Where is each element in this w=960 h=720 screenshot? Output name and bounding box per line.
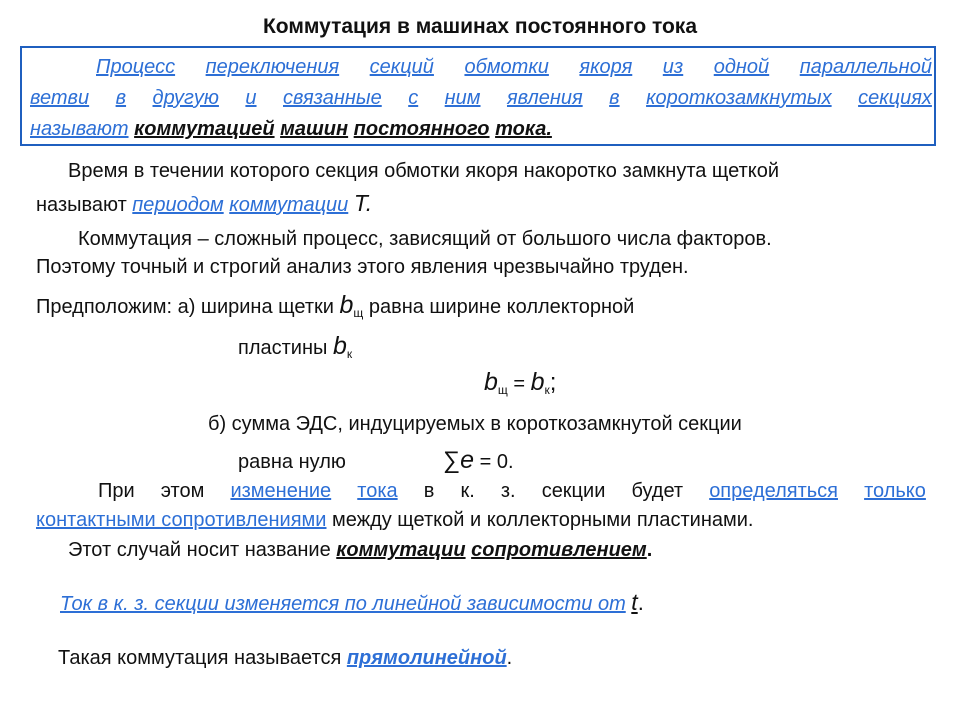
definition-term[interactable]: тока bbox=[495, 118, 547, 140]
definition-term[interactable]: коммутацией bbox=[134, 118, 275, 140]
symbol-e: e bbox=[460, 446, 475, 474]
definition-term[interactable]: постоянного bbox=[353, 118, 490, 140]
final-statement bbox=[58, 647, 512, 670]
sub-k: к bbox=[346, 347, 353, 361]
definition-word[interactable]: параллельной bbox=[799, 56, 932, 78]
p3-w7: будет bbox=[631, 480, 684, 502]
symbol-b-k: b bbox=[332, 332, 347, 360]
plate-word: пластины bbox=[238, 337, 328, 359]
p3-line3-end: . bbox=[646, 539, 653, 561]
definition-word[interactable]: якоря bbox=[579, 56, 633, 78]
assumption-b-line1: б) сумма ЭДС, индуцируемых в короткозамкнутой секции bbox=[208, 413, 742, 435]
assumption-a-prefix: Предположим: а) ширина щетки bbox=[36, 296, 334, 318]
sub-sch: щ bbox=[353, 306, 364, 320]
definition-word[interactable]: секциях bbox=[858, 87, 932, 109]
definition-box bbox=[20, 46, 936, 146]
p3-w2: этом bbox=[160, 480, 205, 502]
para3-line2 bbox=[36, 509, 753, 532]
eq-b1: b bbox=[484, 368, 498, 396]
p3-w6: секции bbox=[541, 480, 606, 502]
definition-word[interactable]: из bbox=[662, 56, 684, 78]
definition-word[interactable]: ним bbox=[444, 87, 481, 109]
linear-statement bbox=[60, 589, 644, 616]
linear-end: . bbox=[637, 590, 644, 615]
definition-line-2 bbox=[30, 87, 932, 110]
para2-line2: Поэтому точный и строгий анализ этого явления чрезвычайно труден. bbox=[36, 256, 689, 278]
p3-w4: к. bbox=[460, 480, 475, 502]
zero-text: равна нулю bbox=[238, 451, 346, 473]
assumption-b-line2 bbox=[238, 446, 514, 475]
p3-w3: в bbox=[423, 480, 435, 502]
term-contact-resistances[interactable]: контактными сопротивлениями bbox=[36, 509, 327, 531]
sum-symbol: ∑ bbox=[443, 447, 461, 474]
definition-word[interactable]: в bbox=[609, 87, 620, 109]
definition-word[interactable]: обмотки bbox=[464, 56, 549, 78]
definition-word[interactable]: секций bbox=[369, 56, 434, 78]
eq-semicolon: ; bbox=[549, 369, 557, 396]
definition-line-3 bbox=[30, 118, 552, 141]
page-title: Коммутация в машинах постоянного тока bbox=[262, 15, 698, 38]
symbol-t: t bbox=[631, 589, 638, 615]
para2-line1: Коммутация – сложный процесс, зависящий от большого числа факторов. bbox=[78, 228, 772, 250]
definition-called[interactable]: называют bbox=[30, 118, 129, 140]
eq-b2: b bbox=[530, 368, 545, 396]
term-period[interactable]: периодом bbox=[132, 194, 224, 216]
term-rectilinear[interactable]: прямолинейной bbox=[346, 647, 507, 669]
definition-term[interactable]: машин bbox=[280, 118, 349, 140]
para1-line2 bbox=[36, 190, 372, 217]
definition-word[interactable]: одной bbox=[713, 56, 770, 78]
assumption-a-line1 bbox=[36, 291, 634, 320]
para3-line1 bbox=[98, 480, 926, 503]
sum-tail: = 0. bbox=[479, 451, 514, 473]
assumption-a-line2 bbox=[238, 332, 352, 361]
equation-b bbox=[484, 368, 556, 397]
term-commutation[interactable]: коммутации bbox=[229, 194, 349, 216]
eq-sub-sch: щ bbox=[497, 383, 508, 397]
eq-sub-k: к bbox=[544, 383, 550, 397]
definition-word[interactable]: переключения bbox=[205, 56, 340, 78]
para1-called: называют bbox=[36, 194, 127, 216]
assumption-a-suffix: равна ширине коллекторной bbox=[368, 296, 635, 318]
p3-line2-rest: между щеткой и коллекторными пластинами. bbox=[332, 509, 754, 531]
definition-word[interactable]: ветви bbox=[30, 87, 90, 109]
final-prefix: Такая коммутация называется bbox=[58, 647, 342, 669]
term-change[interactable]: изменение bbox=[230, 480, 332, 502]
para1-line1: Время в течении которого секция обмотки якоря накоротко замкнута щеткой bbox=[68, 160, 780, 182]
para3-line3 bbox=[68, 539, 652, 562]
term-determined[interactable]: определяться bbox=[709, 480, 838, 502]
term-resistance-bold[interactable]: сопротивлением bbox=[471, 539, 647, 561]
definition-word[interactable]: другую bbox=[152, 87, 219, 109]
term-commutation-bold[interactable]: коммутации bbox=[336, 539, 466, 561]
definition-word[interactable]: в bbox=[115, 87, 127, 109]
definition-word[interactable]: Процесс bbox=[96, 56, 176, 78]
final-end: . bbox=[506, 647, 513, 669]
p3-w1: При bbox=[98, 480, 135, 502]
p3-w5: з. bbox=[500, 480, 516, 502]
definition-period: . bbox=[546, 118, 552, 140]
definition-word[interactable]: связанные bbox=[283, 87, 382, 109]
linear-text[interactable]: Ток в к. з. секции изменяется по линейной зависимости от bbox=[60, 593, 626, 615]
term-current[interactable]: тока bbox=[357, 480, 398, 502]
definition-word[interactable]: короткозамкнутых bbox=[646, 87, 832, 109]
symbol-b: b bbox=[339, 291, 354, 319]
symbol-T: T. bbox=[353, 190, 373, 216]
definition-word[interactable]: явления bbox=[506, 87, 583, 109]
p3-line3-prefix: Этот случай носит название bbox=[68, 539, 331, 561]
definition-line-1 bbox=[96, 56, 932, 79]
definition-word[interactable]: и bbox=[245, 87, 257, 109]
eq-equals: = bbox=[513, 373, 526, 395]
term-only[interactable]: только bbox=[864, 480, 926, 502]
definition-word[interactable]: с bbox=[408, 87, 419, 109]
